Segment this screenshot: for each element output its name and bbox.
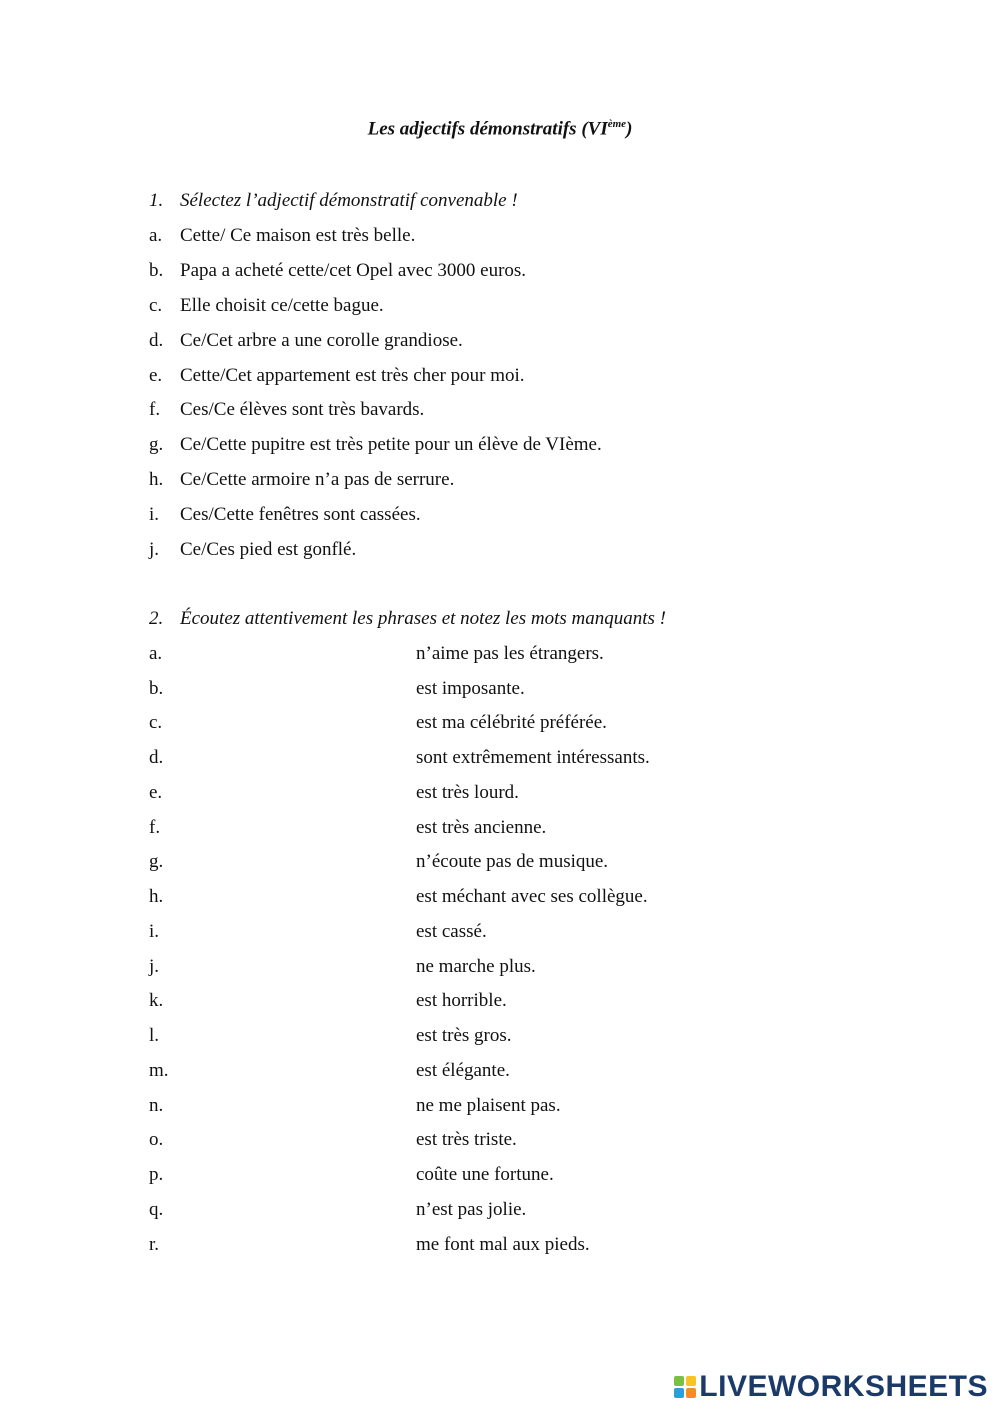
item-text: est élégante. — [416, 1060, 510, 1081]
item-letter: d. — [149, 747, 164, 768]
item-letter: q. — [149, 1199, 164, 1220]
page-title-superscript: ème — [607, 118, 627, 130]
item-letter: a. — [149, 225, 163, 246]
item-letter: f. — [149, 817, 161, 838]
item-text: est très gros. — [416, 1025, 512, 1046]
item-letter: l. — [149, 1025, 160, 1046]
page-title-main: Les adjectifs démonstratifs (VI — [367, 118, 608, 140]
item-text: Cette/ Ce maison est très belle. — [180, 225, 416, 246]
exercise-1-item — [149, 330, 463, 352]
item-letter: e. — [149, 782, 163, 803]
item-text: est horrible. — [416, 990, 507, 1011]
item-text: ne me plaisent pas. — [416, 1095, 561, 1116]
section-2-number: 2. — [149, 608, 164, 629]
item-text: Ce/Ces pied est gonflé. — [180, 539, 357, 560]
item-letter: b. — [149, 678, 164, 699]
item-letter: d. — [149, 330, 164, 351]
item-text: est ma célébrité préférée. — [416, 712, 607, 733]
item-text: n’aime pas les étrangers. — [416, 643, 604, 664]
exercise-1-item — [149, 399, 424, 421]
exercise-1-item — [149, 434, 602, 456]
item-letter: b. — [149, 260, 164, 281]
item-letter: n. — [149, 1095, 164, 1116]
page-title — [0, 118, 1000, 140]
item-text: me font mal aux pieds. — [416, 1234, 590, 1255]
item-text: ne marche plus. — [416, 956, 536, 977]
item-letter: g. — [149, 434, 164, 455]
item-letter: m. — [149, 1060, 169, 1081]
item-letter: j. — [149, 956, 160, 977]
section-1-heading-text: Sélectez l’adjectif démonstratif convenable ! — [180, 190, 518, 211]
item-letter: k. — [149, 990, 164, 1011]
exercise-1-item — [149, 225, 415, 247]
item-text: Ces/Ce élèves sont très bavards. — [180, 399, 425, 420]
item-text: Papa a acheté cette/cet Opel avec 3000 euros. — [180, 260, 527, 281]
exercise-1-item — [149, 504, 421, 526]
exercise-1-item — [149, 469, 454, 491]
exercise-1-item — [149, 260, 526, 282]
section-2-heading — [149, 608, 666, 630]
exercise-1-item — [149, 365, 525, 387]
item-letter: o. — [149, 1129, 164, 1150]
item-text: Ces/Cette fenêtres sont cassées. — [180, 504, 421, 525]
item-text: est cassé. — [416, 921, 487, 942]
item-text: est imposante. — [416, 678, 525, 699]
item-letter: a. — [149, 643, 163, 664]
section-1-number: 1. — [149, 190, 164, 211]
item-letter: f. — [149, 399, 161, 420]
section-1-heading — [149, 190, 518, 212]
exercise-1-item — [149, 539, 356, 561]
item-text: coûte une fortune. — [416, 1164, 554, 1185]
item-text: Ce/Cet arbre a une corolle grandiose. — [180, 330, 463, 351]
item-text: Ce/Cette pupitre est très petite pour un élève de VIème. — [180, 434, 602, 455]
exercise-1-item — [149, 295, 384, 317]
liveworksheets-logo-icon — [673, 1375, 697, 1399]
item-text: sont extrêmement intéressants. — [416, 747, 650, 768]
item-text: Cette/Cet appartement est très cher pour moi. — [180, 365, 525, 386]
item-text: est méchant avec ses collègue. — [416, 886, 648, 907]
item-letter: g. — [149, 851, 164, 872]
item-letter: c. — [149, 295, 163, 316]
item-letter: h. — [149, 469, 164, 490]
item-text: Ce/Cette armoire n’a pas de serrure. — [180, 469, 455, 490]
item-letter: h. — [149, 886, 164, 907]
section-2-heading-text: Écoutez attentivement les phrases et notez les mots manquants ! — [180, 608, 667, 629]
item-text: est très lourd. — [416, 782, 519, 803]
page-title-closing: ) — [626, 118, 633, 140]
item-text: n’écoute pas de musique. — [416, 851, 609, 872]
item-text: est très ancienne. — [416, 817, 547, 838]
item-letter: p. — [149, 1164, 164, 1185]
item-text: est très triste. — [416, 1129, 517, 1150]
item-letter: r. — [149, 1234, 160, 1255]
item-letter: c. — [149, 712, 163, 733]
item-text: n’est pas jolie. — [416, 1199, 527, 1220]
item-text: Elle choisit ce/cette bague. — [180, 295, 384, 316]
item-letter: e. — [149, 365, 163, 386]
item-letter: i. — [149, 921, 160, 942]
watermark-brand-text: LIVEWORKSHEETS — [699, 1370, 988, 1403]
liveworksheets-watermark[interactable] — [673, 1370, 988, 1404]
item-letter: j. — [149, 539, 160, 560]
item-letter: i. — [149, 504, 160, 525]
